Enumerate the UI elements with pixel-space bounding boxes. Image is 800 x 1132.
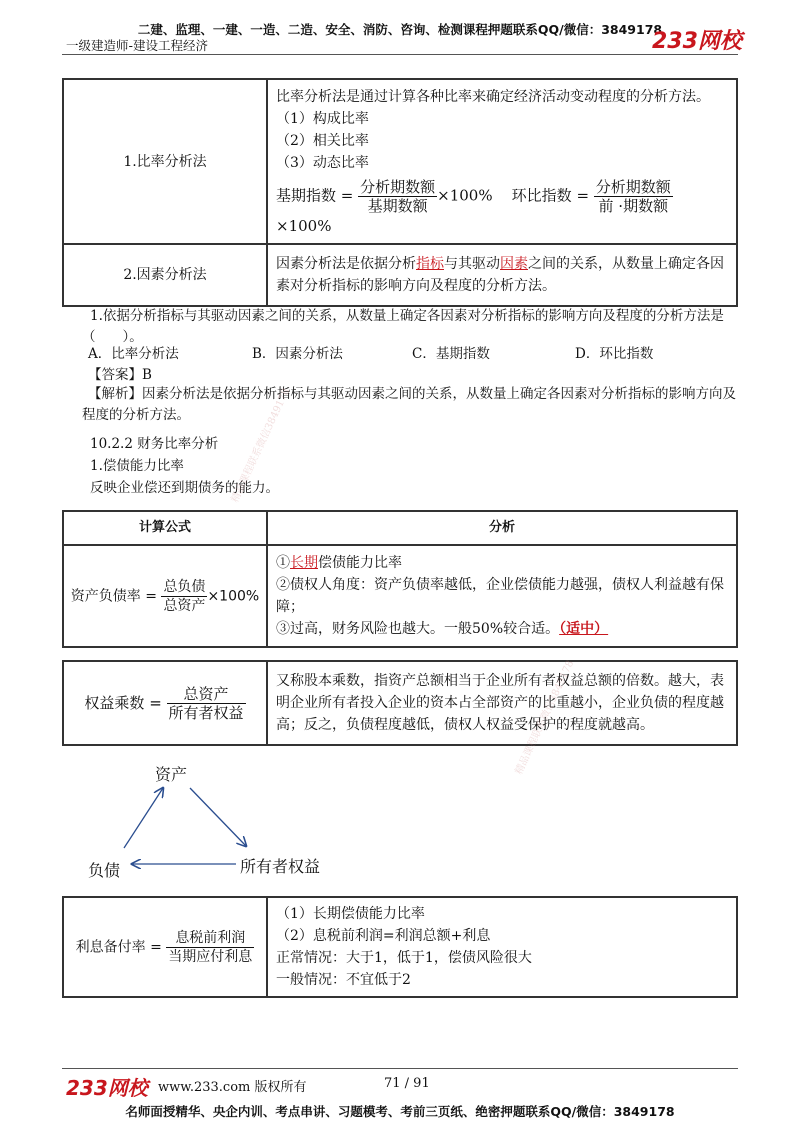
interest-coverage-table	[62, 896, 738, 998]
diagram-assets: 资产	[155, 765, 188, 784]
multiplier: ×100%	[437, 186, 493, 205]
analysis-line: （1）长期偿债能力比率	[276, 906, 425, 922]
option-d: D．环比指数	[575, 346, 654, 362]
highlight-indicator: 指标	[416, 256, 444, 272]
numerator: 分析期数额	[360, 178, 436, 196]
footer-bottom-line: 名师面授精华、央企内训、考点串讲、习题模考、考前三页纸、绝密押题联系QQ/微信：3849178	[125, 1104, 675, 1119]
multiplier: ×100%	[207, 588, 260, 604]
denominator: 前 ·期数额	[598, 197, 669, 215]
arrow-assets-to-equity	[190, 788, 246, 846]
analysis-line: ②债权人角度：资产负债率越低，企业偿债能力越强，债权人利益越有保障；	[276, 577, 724, 615]
factor-desc-e: 之间的关系，从数量上确定各因素对分析指标的影响方向及程度的分析方法。	[276, 256, 724, 294]
interest-coverage-fraction	[166, 929, 254, 966]
option-c: C．基期指数	[412, 346, 490, 362]
factor-desc-c: 与其驱动	[444, 256, 500, 272]
formula-name: 权益乘数 =	[84, 693, 162, 712]
highlight-long-term: 长期	[290, 555, 318, 571]
page-number: 71 / 91	[384, 1076, 430, 1091]
analysis-suffix: 偿债能力比率	[318, 555, 402, 571]
ratio-desc: 比率分析法是通过计算各种比率来确定经济活动变动程度的分析方法。	[276, 89, 710, 105]
base-index-label: 基期指数 =	[276, 186, 354, 205]
analysis-text: ③过高，财务风险也越大。一般50%较合适。	[276, 621, 560, 637]
numerator: 总资产	[167, 685, 246, 704]
section-heading: 10.2.2 财务比率分析	[90, 436, 219, 452]
numerator: 息税前利润	[166, 929, 254, 948]
watermark: 精品课程联系微信3849178	[229, 386, 293, 505]
diagram-equity: 所有者权益	[240, 857, 321, 876]
denominator: 所有者权益	[168, 703, 244, 722]
section-subheading: 1.偿债能力比率	[90, 458, 184, 474]
header-logo: 233网校	[652, 29, 742, 54]
denominator: 基期数额	[367, 197, 428, 215]
arrow-liabilities-to-assets	[124, 788, 163, 848]
denominator: 总资产	[163, 597, 206, 614]
column-header-formula: 计算公式	[63, 511, 267, 545]
interest-coverage-analysis	[267, 897, 737, 997]
footer-rule	[62, 1068, 738, 1069]
watermark: 精品课程联系微信3849178	[513, 658, 577, 777]
diagram-liabilities: 负债	[88, 861, 121, 880]
column-header-analysis: 分析	[267, 511, 737, 545]
answer: 【答案】B	[88, 367, 152, 383]
denominator: 当期应付利息	[168, 948, 253, 965]
analysis-line: 正常情况：大于1，低于1，偿债风险很大	[276, 950, 532, 966]
formula-name: 资产负债率 =	[70, 588, 157, 604]
formula-name: 利息备付率 =	[75, 939, 162, 955]
analysis-line: （2）息税前利润=利润总额+利息	[276, 928, 491, 944]
header-subtitle: 一级建造师-建设工程经济	[66, 38, 209, 53]
question-stem: 1.依据分析指标与其驱动因素之间的关系，从数量上确定各因素对分析指标的影响方向及程度的分析方法是（ ）。	[82, 308, 724, 345]
highlight-factor: 因素	[500, 256, 528, 272]
table-row	[63, 897, 737, 997]
explanation: 【解析】因素分析法是依据分析指标与其驱动因素之间的关系，从数量上确定各因素对分析指标的影响方向及程度的分析方法。	[82, 386, 736, 423]
method-label: 1.比率分析法	[63, 79, 267, 244]
analysis-prefix: ①	[276, 555, 290, 571]
multiplier: ×100%	[276, 217, 332, 235]
option-b: B．因素分析法	[252, 346, 343, 362]
ratio-item: （1）构成比率	[276, 111, 369, 127]
factor-desc-a: 因素分析法是依据分析	[276, 256, 416, 272]
ratio-item: （2）相关比率	[276, 133, 369, 149]
numerator: 总负债	[163, 578, 206, 595]
header-top-line: 二建、监理、一建、一造、二造、安全、消防、咨询、检测课程押题联系QQ/微信：3849178	[137, 22, 663, 37]
footer-logo: 233网校	[66, 1076, 148, 1100]
highlight-moderate: （适中）	[559, 621, 609, 637]
method-label: 2.因素分析法	[63, 244, 267, 306]
analysis-line: 一般情况：不宜低于2	[276, 972, 411, 988]
ratio-item: （3）动态比率	[276, 155, 369, 171]
equity-multiplier-description: 又称股本乘数，指资产总额相当于企业所有者权益总额的倍数。越大，表明企业所有者投入企业的资本占全部资产的比重越小，企业负债的程度越高；反之，负债程度越低，债权人权益受保护的程度就越高。	[267, 661, 737, 745]
chain-index-label: 环比指数 =	[511, 186, 590, 205]
numerator: 分析期数额	[595, 178, 671, 196]
section-description: 反映企业偿还到期债务的能力。	[90, 480, 279, 496]
option-a: A．比率分析法	[88, 346, 179, 362]
footer-site: www.233.com 版权所有	[158, 1080, 307, 1095]
interest-coverage-formula	[63, 897, 267, 997]
